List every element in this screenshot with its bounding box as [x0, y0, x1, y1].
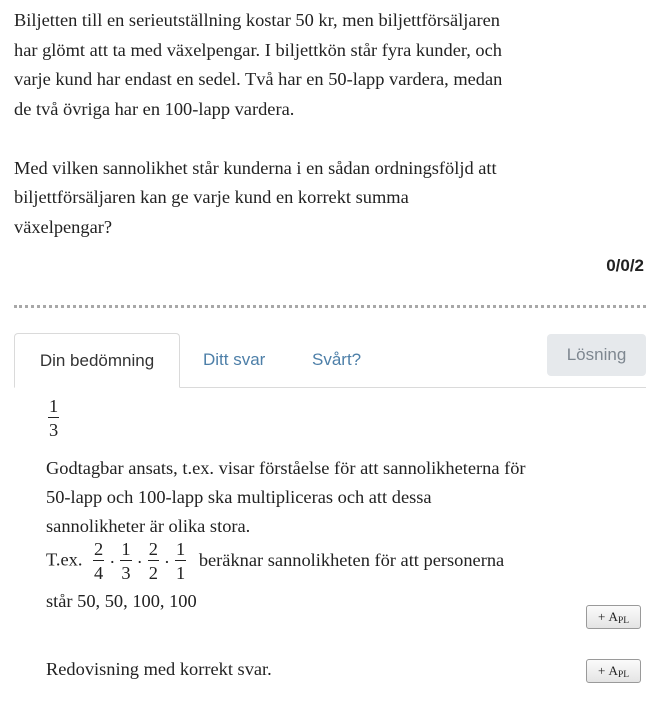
answer-numerator: 1	[49, 396, 59, 416]
fraction-numerator: 1	[176, 539, 186, 559]
criterion-line: 50-lapp och 100-lapp ska multipliceras och att dessa	[46, 487, 432, 507]
grade-sub: PL	[617, 670, 630, 680]
dotted-divider	[14, 305, 646, 308]
grade-letter: A	[608, 609, 618, 624]
multiply-dot: ·	[136, 551, 143, 572]
fraction-numerator: 1	[121, 539, 131, 559]
example-suffix: beräknar sannolikheten för att personerna	[198, 549, 505, 570]
grade-letter: A	[608, 663, 618, 678]
multiply-dot: ·	[109, 551, 116, 572]
problem-line: varje kund har endast en sedel. Två har en 50-lapp vardera, medan	[14, 69, 503, 89]
problem-line: växelpengar?	[14, 216, 113, 237]
example-fraction	[120, 538, 131, 585]
problem-paragraph-1	[14, 6, 634, 124]
fraction-numerator: 2	[148, 539, 158, 559]
example-fraction	[93, 538, 104, 585]
criterion-2: Redovisning med korrekt svar.	[46, 659, 272, 679]
problem-line: de två övriga har en 100-lapp vardera.	[14, 98, 295, 119]
fraction-numerator: 2	[94, 539, 104, 559]
problem-text	[14, 6, 634, 242]
example-fraction	[148, 538, 159, 585]
problem-line: biljettförsäljaren kan ge varje kund en korrekt summa	[14, 187, 409, 207]
criterion-line: Godtagbar ansats, t.ex. visar förståelse för att sannolikheterna för	[46, 458, 526, 478]
fraction-denominator: 3	[121, 563, 131, 583]
fraction-denominator: 2	[148, 563, 158, 583]
example-line-2: står 50, 50, 100, 100	[46, 591, 197, 611]
fraction-denominator: 4	[94, 563, 104, 583]
problem-line: Biljetten till en serieutställning kostar 50 kr, men biljettförsäljaren	[14, 10, 500, 30]
problem-line: har glömt att ta med växelpengar. I biljettkön står fyra kunder, och	[14, 39, 502, 60]
plus-symbol: +	[597, 663, 606, 678]
plus-symbol: +	[597, 609, 606, 624]
tab-din-bedomning[interactable]: Din bedömning	[14, 333, 180, 388]
add-apl-button-1[interactable]	[586, 605, 641, 629]
example-prefix: T.ex.	[46, 549, 83, 570]
answer-denominator: 3	[49, 420, 59, 440]
tab-ditt-svar[interactable]: Ditt svar	[203, 350, 266, 369]
add-apl-button-2[interactable]	[586, 659, 641, 683]
solution-button[interactable]: Lösning	[547, 334, 646, 376]
multiply-dot: ·	[163, 551, 171, 572]
problem-question	[14, 154, 634, 243]
problem-line: Med vilken sannolikhet står kunderna i en sådan ordningsföljd att	[14, 157, 497, 178]
tab-bar	[14, 333, 646, 388]
example-fraction	[175, 538, 186, 585]
score-label: 0/0/2	[606, 256, 644, 275]
tab-svart[interactable]: Svårt?	[312, 350, 362, 369]
grade-sub: PL	[617, 616, 630, 626]
answer-fraction	[46, 395, 61, 442]
example-line	[46, 538, 504, 585]
fraction-denominator: 1	[176, 563, 186, 583]
criterion-line: sannolikheter är olika stora.	[46, 516, 251, 536]
